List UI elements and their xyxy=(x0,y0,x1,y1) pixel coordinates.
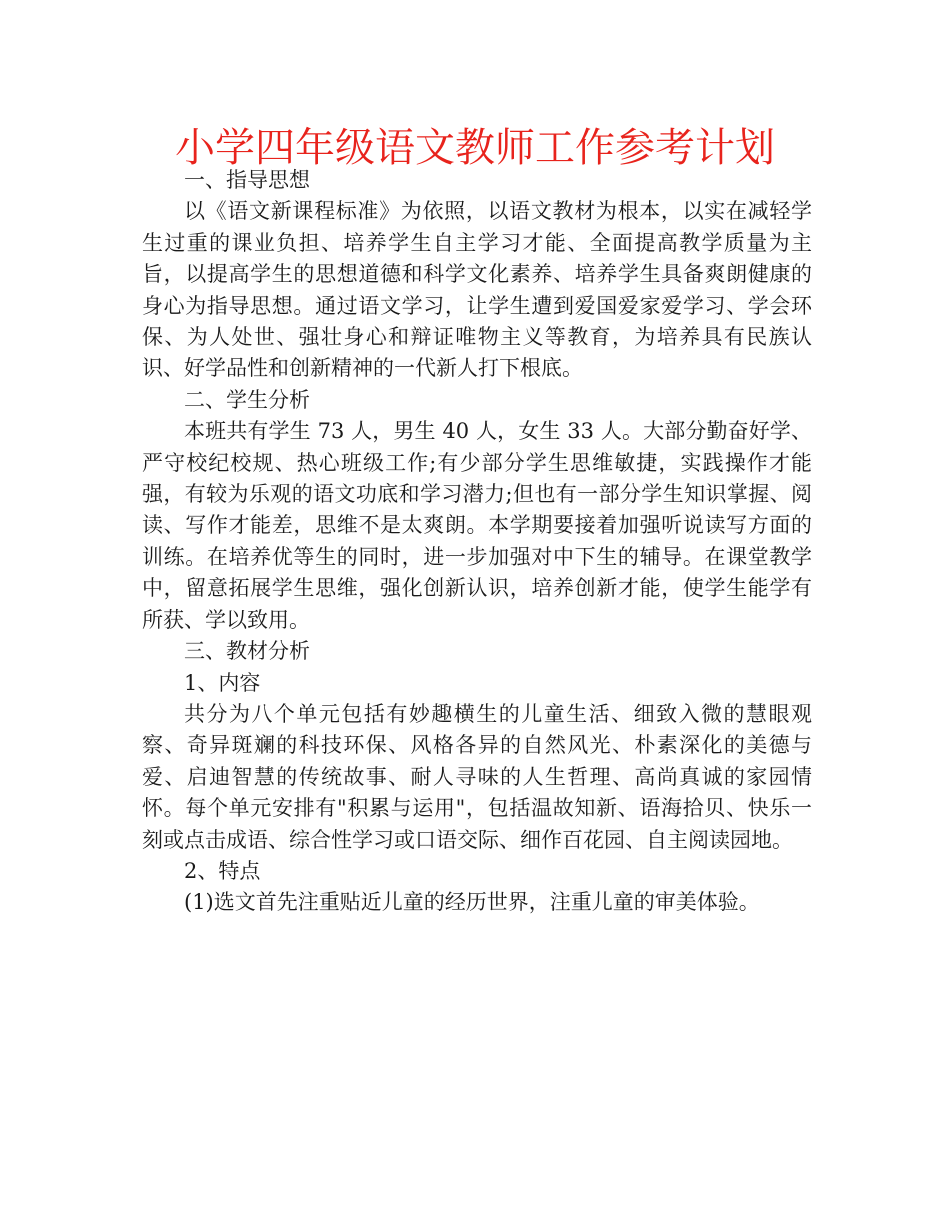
paragraph-content: 共分为八个单元包括有妙趣横生的儿童生活、细致入微的慧眼观察、奇异斑斓的科技环保、风格各异的自然风光、朴素深化的美德与爱、启迪智慧的传统故事、耐人寻味的人生哲理、高尚真诚的家园情怀。每个单元安排有"积累与运用"，包括温故知新、语海拾贝、快乐一刻或点击成语、综合性学习或口语交际、细作百花园、自主阅读园地。 xyxy=(142,701,812,852)
subheading-content: 1、内容 xyxy=(184,670,261,695)
paragraph-feature-1: (1)选文首先注重贴近儿童的经历世界，注重儿童的审美体验。 xyxy=(184,890,760,915)
paragraph-guiding-thought: 以《语文新课程标准》为依照，以语文教材为根本，以实在减轻学生过重的课业负担、培养学生自主学习才能、全面提高教学质量为主旨，以提高学生的思想道德和科学文化素养、培养学生具备爽朗健康的身心为指导思想。通过语文学习，让学生遭到爱国爱家爱学习、学会环保、为人处世、强壮身心和辩证唯物主义等教育，为培养具有民族认识、好学品性和创新精神的一代新人打下根底。 xyxy=(142,199,812,381)
subheading-features: 2、特点 xyxy=(184,858,261,883)
heading-student-analysis: 二、学生分析 xyxy=(184,387,310,412)
heading-guiding-thought: 一、指导思想 xyxy=(184,168,310,192)
heading-textbook-analysis: 三、教材分析 xyxy=(184,639,310,664)
paragraph-student-analysis: 本班共有学生 73 人，男生 40 人，女生 33 人。大部分勤奋好学、严守校纪校规、热心班级工作;有少部分学生思维敏捷，实践操作才能强，有较为乐观的语文功底和学习潜力;但也有一部分学生知识掌握、阅读、写作才能差，思维不是太爽朗。本学期要接着加强听说读写方面的训练。在培养优等生的同时，进一步加强对中下生的辅导。在课堂教学中，留意拓展学生思维，强化创新认识，培养创新才能，使学生能学有所获、学以致用。 xyxy=(142,419,812,632)
document-body xyxy=(142,165,812,919)
document-title: 小学四年级语文教师工作参考计划 xyxy=(175,125,775,171)
